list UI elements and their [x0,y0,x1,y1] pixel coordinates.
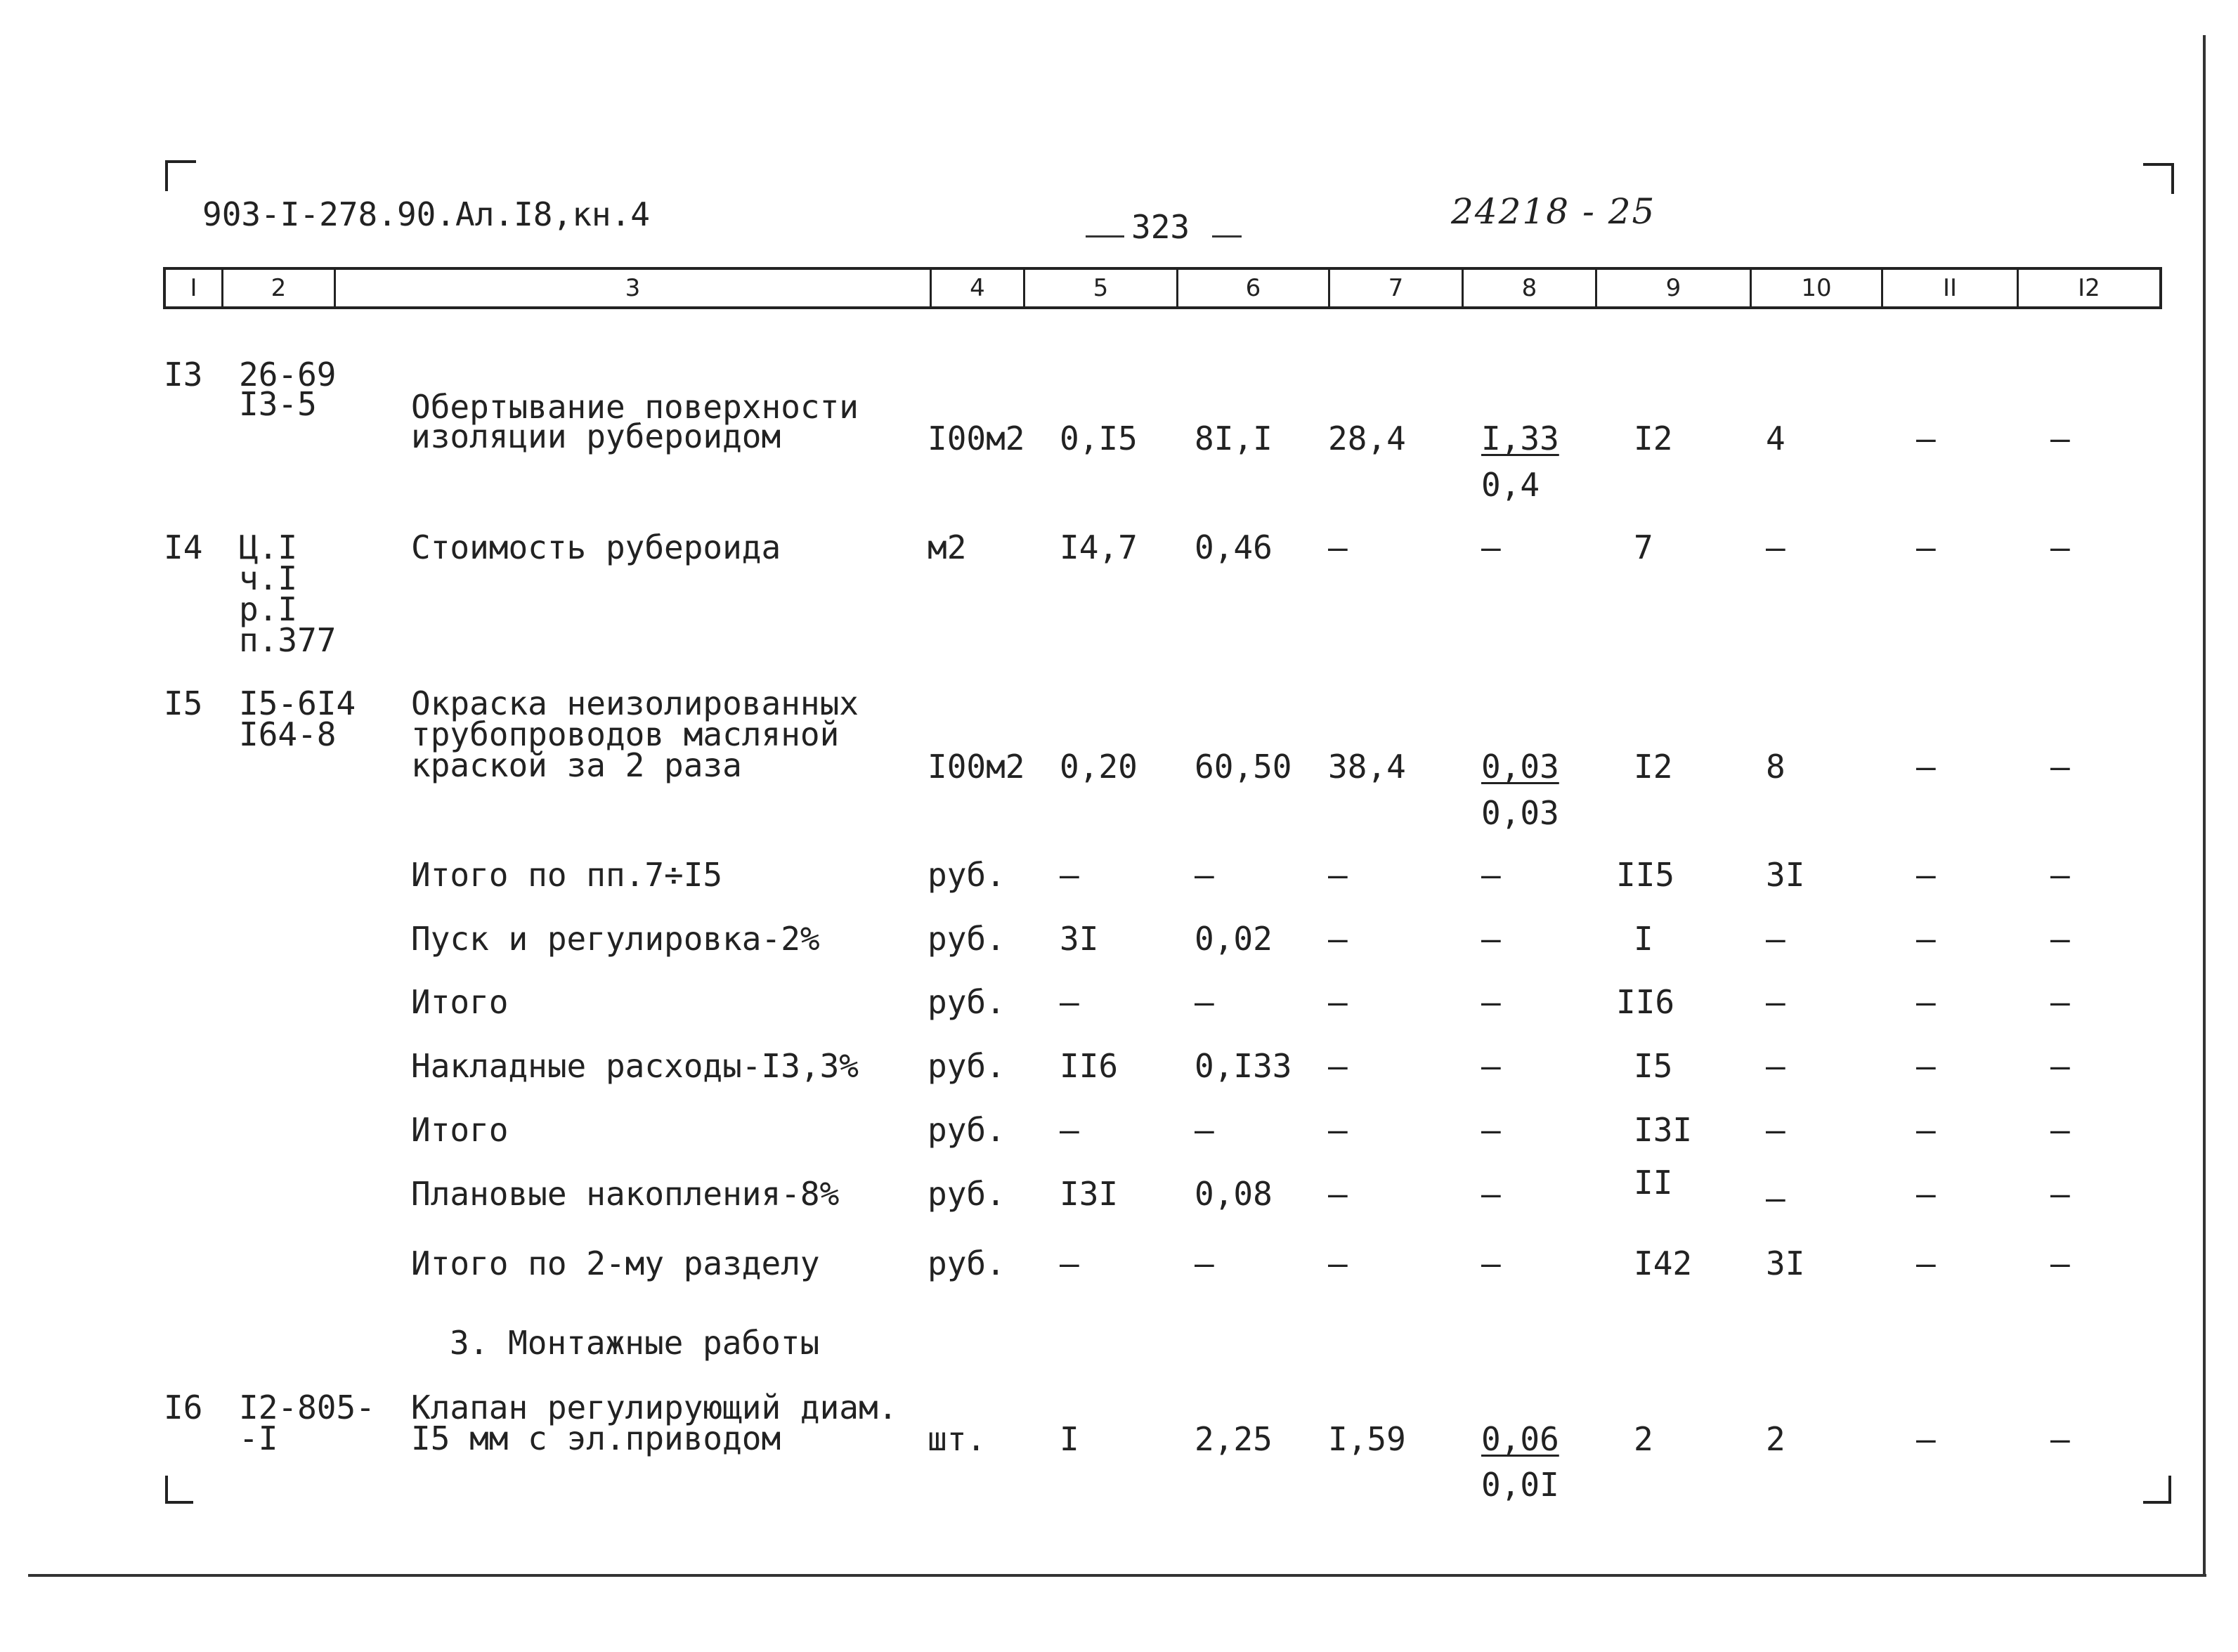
norm-code-line: 26-69 [239,356,337,394]
column-header-9: 9 [1597,270,1752,306]
col8-bottom-cell: 0,0I [1481,1466,1559,1504]
col8-cell: – [1481,920,1501,958]
norm-code-line: ч.I [239,559,298,597]
col8-cell: – [1481,1111,1501,1149]
col8-top-cell: I,33 [1481,419,1559,457]
unit-cell: руб. [928,856,1006,894]
norm-code-line: п.377 [239,621,337,659]
col9-cell: I42 [1634,1244,1693,1282]
column-header-4: 4 [932,270,1025,306]
col10-cell: – [1766,920,1785,958]
col10-cell: 3I [1766,856,1805,894]
col12-cell: – [2050,920,2070,958]
col5-cell: I3I [1060,1175,1119,1213]
bottom-edge-line [28,1574,2206,1577]
col11-cell: – [1916,1244,1936,1282]
col6-cell: – [1195,1111,1214,1149]
page-number-dash-left [1086,235,1124,238]
col6-cell: 0,08 [1195,1175,1273,1213]
col11-cell: – [1916,1111,1936,1149]
col11-cell: – [1916,1420,1936,1458]
quantity-cell: 0,20 [1060,748,1138,786]
col8-top-cell: 0,03 [1481,748,1559,786]
col10-cell: – [1766,528,1785,566]
col10-cell: 2 [1766,1420,1785,1458]
col9-cell: I2 [1634,748,1673,786]
corner-mark-top-left [165,160,196,191]
col7-cell: – [1328,1047,1348,1085]
unit-cell: руб. [928,1111,1006,1149]
col6-cell: – [1195,856,1214,894]
unit-cell: I00м2 [928,419,1025,457]
right-edge-line [2203,35,2206,1574]
col12-cell: – [2050,1175,2070,1213]
corner-mark-top-right [2143,163,2174,194]
col10-cell: – [1766,1047,1785,1085]
summary-name: Итого по 2-му разделу [411,1244,820,1282]
col5-cell: – [1060,1111,1079,1149]
col11-cell: – [1916,983,1936,1021]
col11-cell: – [1916,419,1936,457]
column-header-5: 5 [1025,270,1178,306]
work-name-line: изоляции рубероидом [411,417,781,455]
row-number: I5 [164,684,203,722]
col7-cell: – [1328,920,1348,958]
col8-bottom-cell: 0,4 [1481,466,1540,504]
col11-cell: – [1916,856,1936,894]
col10-cell: 4 [1766,419,1785,457]
column-header-3: 3 [336,270,932,306]
col8-cell: – [1481,983,1501,1021]
col8-top-cell: 0,06 [1481,1420,1559,1458]
col9-cell: I5 [1634,1047,1673,1085]
unit-cost-cell: 60,50 [1195,748,1292,786]
work-name-line: трубопроводов масляной [411,715,840,753]
col10-cell: 8 [1766,748,1785,786]
col11-cell: – [1916,920,1936,958]
col6-cell: – [1195,1244,1214,1282]
col11-cell: – [1916,748,1936,786]
col6-cell: – [1195,983,1214,1021]
summary-name: Пуск и регулировка-2% [411,920,820,958]
column-header-1: I [166,270,223,306]
col9-cell: I3I [1634,1111,1693,1149]
col9-cell: 7 [1634,528,1653,566]
unit-cell: руб. [928,983,1006,1021]
unit-cell: руб. [928,1047,1006,1085]
col9-cell: 2 [1634,1420,1653,1458]
document-code: 903-I-278.90.Ал.I8,кн.4 [202,195,650,233]
column-header-6: 6 [1178,270,1330,306]
col8-bottom-cell: 0,03 [1481,794,1559,832]
work-name-line: I5 мм с эл.приводом [411,1419,781,1457]
work-name-line: Окраска неизолированных [411,684,859,722]
summary-name: Итого [411,1111,509,1149]
unit-cell: руб. [928,920,1006,958]
col10-cell: – [1766,1111,1785,1149]
col7-cell: 28,4 [1328,419,1406,457]
unit-cell: м2 [928,528,967,566]
col12-cell: – [2050,748,2070,786]
col7-cell: – [1328,1175,1348,1213]
column-header-2: 2 [223,270,336,306]
page-number-dash-right [1212,235,1242,238]
col10-cell: – [1766,1179,1785,1217]
inventory-number: 24218 - 25 [1451,191,1656,232]
col7-cell: – [1328,528,1348,566]
col9-cell: II6 [1616,983,1675,1021]
col7-cell: 38,4 [1328,748,1406,786]
column-header-12: I2 [2078,274,2100,302]
row-number: I3 [164,356,203,394]
col12-cell: – [2050,528,2070,566]
work-name-line: Обертывание поверхности [411,388,859,426]
col12-cell: – [2050,856,2070,894]
col7-cell: – [1328,856,1348,894]
col6-cell: 0,I33 [1195,1047,1292,1085]
section-title: 3. Монтажные работы [450,1324,820,1362]
col12-cell: – [2050,983,2070,1021]
col5-cell: II6 [1060,1047,1119,1085]
unit-cost-cell: 8I,I [1195,419,1273,457]
col8-cell: – [1481,1175,1501,1213]
unit-cell: I00м2 [928,748,1025,786]
col11-cell: – [1916,1047,1936,1085]
column-header-7: 7 [1330,270,1464,306]
row-number: I4 [164,528,203,566]
col6-cell: 0,02 [1195,920,1273,958]
norm-code-line: I5-6I4 [239,684,356,722]
col7-cell: – [1328,1111,1348,1149]
col8-top-cell: – [1481,528,1501,566]
summary-name: Накладные расходы-I3,3% [411,1047,859,1085]
col12-cell: – [2050,1244,2070,1282]
col7-cell: – [1328,1244,1348,1282]
column-header-10: 10 [1752,270,1883,306]
col11-cell: – [1916,528,1936,566]
norm-code-line: I2-805- [239,1388,375,1426]
norm-code-line: I64-8 [239,715,337,753]
col5-cell: – [1060,856,1079,894]
column-header-11: II [1883,270,2019,306]
unit-cost-cell: 2,25 [1195,1420,1273,1458]
work-name-line: Стоимость рубероида [411,528,781,566]
summary-name: Итого по пп.7÷I5 [411,856,723,894]
norm-code-line: Ц.I [239,528,298,566]
page-number: 323 [1131,208,1190,246]
unit-cell: руб. [928,1175,1006,1213]
norm-code-line: I3-5 [239,385,317,423]
column-header-row [163,267,2162,309]
column-header-8: 8 [1464,270,1597,306]
quantity-cell: I [1060,1420,1079,1458]
work-name-line: Клапан регулирующий диам. [411,1388,898,1426]
col9-cell: I2 [1634,419,1673,457]
col8-cell: – [1481,1047,1501,1085]
col9-cell: I [1634,920,1653,958]
norm-code-line: р.I [239,590,298,628]
col12-cell: – [2050,1420,2070,1458]
col5-cell: – [1060,1244,1079,1282]
col12-cell: – [2050,1111,2070,1149]
norm-code-line: -I [239,1419,278,1457]
quantity-cell: 0,I5 [1060,419,1138,457]
col11-cell: – [1916,1175,1936,1213]
col10-cell: – [1766,983,1785,1021]
row-number: I6 [164,1388,203,1426]
col9-cell: II [1634,1164,1673,1202]
unit-cost-cell: 0,46 [1195,528,1273,566]
col5-cell: – [1060,983,1079,1021]
unit-cell: руб. [928,1244,1006,1282]
col7-cell: – [1328,983,1348,1021]
col7-cell: I,59 [1328,1420,1406,1458]
corner-mark-bottom-left [165,1476,193,1504]
col12-cell: – [2050,1047,2070,1085]
work-name-line: краской за 2 раза [411,746,742,784]
col12-cell: – [2050,419,2070,457]
summary-name: Плановые накопления-8% [411,1175,840,1213]
summary-name: Итого [411,983,509,1021]
col10-cell: 3I [1766,1244,1805,1282]
col5-cell: 3I [1060,920,1099,958]
quantity-cell: I4,7 [1060,528,1138,566]
unit-cell: шт. [928,1420,987,1458]
corner-mark-bottom-right [2143,1476,2171,1504]
col8-cell: – [1481,856,1501,894]
col9-cell: II5 [1616,856,1675,894]
col8-cell: – [1481,1244,1501,1282]
